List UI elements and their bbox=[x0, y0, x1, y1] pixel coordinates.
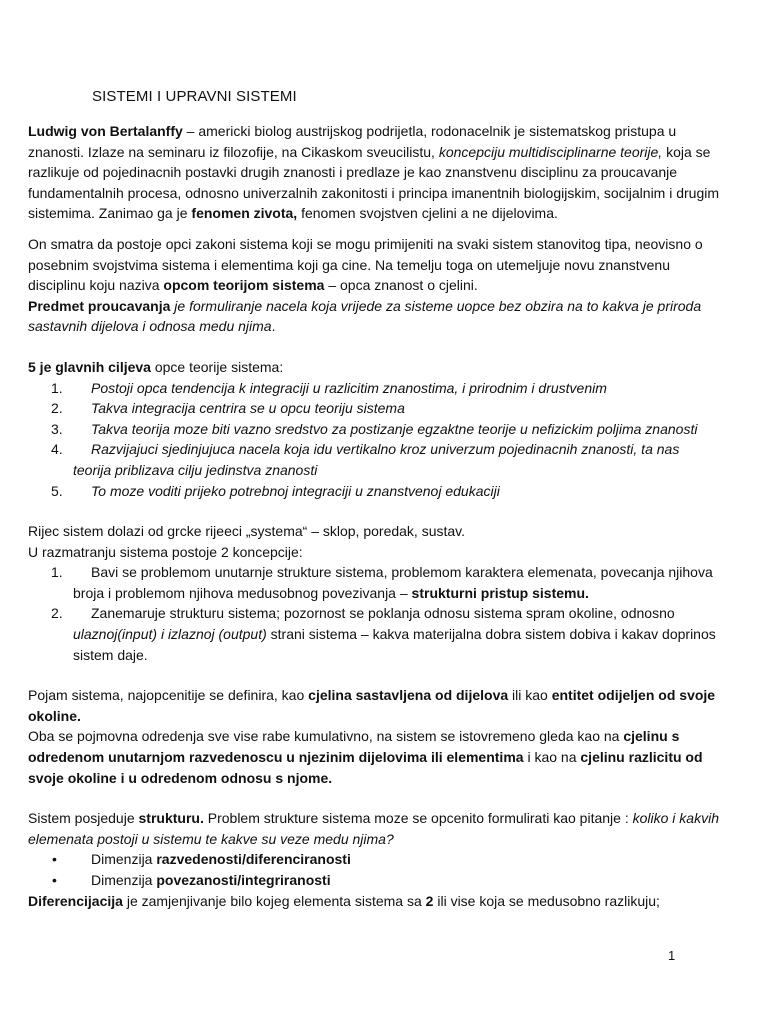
bold-text: cjelinu s odredenom unutarnjom razvedenoscu u njezinim dijelovima ili elementima bbox=[28, 728, 680, 766]
paragraph-concepts-intro: U razmatranju sistema postoje 2 koncepcije: bbox=[28, 543, 303, 560]
bullet-icon: • bbox=[52, 851, 57, 868]
concepts-list bbox=[28, 562, 720, 665]
paragraph-differentiation: Diferencijacija je zamjenjivanje bilo kojeg elementa sistema sa 2 ili vise koja se medusobno razlikuju; bbox=[28, 892, 660, 909]
bold-text: Diferencijacija bbox=[28, 892, 123, 909]
list-item: 2. Zanemaruje strukturu sistema; pozornost se poklanja odnosu sistema spram okoline, odnosno ulaznoj(input) i izlaznoj (output) strani sistema – kakva materijalna dobra sistem dobiva i kakav doprinos sistem daje. bbox=[51, 605, 716, 663]
paragraph-bertalanffy: Ludwig von Bertalanffy – americki biolog austrijskog podrijetla, rodonacelnik je sistematskog pristupa u znanosti. Izlaze na seminaru iz filozofije, na Cikaskom sveucilistu, koncepciju multidisciplinarne teorije, koja se razlikuje od pojedinacnih postavki drugih znanosti i predlaze je kao znanstvenu disciplinu za proucavanje fundamentalnih procesa, odnosno univerzalnih zakonitosti i principa imanentnih biologijskim, socijalnim i drugim sistemima. Zanimao ga je fenomen zivota, fenomen svojstven cjelini a ne dijelovima. bbox=[28, 123, 720, 222]
list-item: • Dimenzija povezanosti/integriranosti bbox=[28, 870, 720, 891]
paragraph-etymology: Rijec sistem dolazi od grcke rijeeci „systema“ – sklop, poredak, sustav. bbox=[28, 523, 466, 540]
bold-text: cjelina sastavljena od dijelova bbox=[308, 687, 509, 704]
bold-text: entitet odijeljen od svoje okoline. bbox=[28, 687, 716, 724]
paragraph-general-laws: On smatra da postoje opci zakoni sistema koji se mogu primijeniti na svaki sistem stanovitog tipa, neovisno o posebnim svojstvima sistema i elementima koji ga cine. Na temelju toga on utemeljuje novu znanstvenu disciplinu koju naziva opcom teorijom sistema – opca znanost o cjelini. bbox=[28, 235, 703, 294]
bullet-icon: • bbox=[52, 872, 57, 888]
bold-text: cjelinu razlicitu od svoje okoline i u odredenom odnosu s njome. bbox=[28, 749, 703, 786]
document-body bbox=[28, 121, 720, 911]
bold-text: razvedenosti/diferenciranosti bbox=[156, 851, 351, 868]
italic-text: koliko i kakvih elemenata postoji u sistemu te kakve su veze medu njima? bbox=[28, 810, 719, 847]
dimensions-list bbox=[28, 849, 720, 890]
italic-text: koncepciju multidisciplinarne teorije, bbox=[438, 143, 663, 160]
italic-text: ulaznoj(input) i izlaznoj (output) bbox=[73, 626, 267, 643]
bold-text: Ludwig von Bertalanffy bbox=[28, 123, 183, 139]
bold-text: strukturu. bbox=[138, 810, 204, 827]
list-item: 5. To moze voditi prijeko potrebnoj integraciji u znanstvenoj edukaciji bbox=[51, 482, 500, 499]
list-item: 2. Takva integracija centrira se u opcu teoriju sistema bbox=[51, 400, 405, 417]
document-title: SISTEMI I UPRAVNI SISTEMI bbox=[92, 88, 297, 105]
bold-text: Predmet proucavanja bbox=[28, 297, 171, 314]
list-item: 4. Razvijajuci sjedinjujuca nacela koja idu vertikalno kroz univerzum pojedinacnih znanosti, ta nas teorija priblizava cilju jedinstva znanosti bbox=[51, 441, 680, 478]
list-item: 1. Bavi se problemom unutarnje strukture sistema, problemom karaktera elemenata, povecanja njihova broja i problemom njihova medusobnog povezivanja – strukturni pristup sistemu. bbox=[51, 564, 713, 601]
bold-text: 5 je glavnih ciljeva bbox=[28, 358, 151, 375]
italic-text: je formuliranje nacela koja vrijede za sisteme uopce bez obzira na to kakva je priroda sastavnih dijelova i odnosa medu njima bbox=[28, 297, 702, 335]
goals-heading: 5 je glavnih ciljeva opce teorije sistema: bbox=[28, 358, 284, 375]
bold-text: strukturni pristup sistemu. bbox=[411, 584, 589, 601]
paragraph-system-definition: Pojam sistema, najopcenitije se definira, kao cjelina sastavljena od dijelova ili kao entitet odijeljen od svoje okoline. bbox=[28, 687, 716, 724]
bold-text: opcom teorijom sistema bbox=[163, 277, 325, 294]
bold-text: 2 bbox=[425, 892, 434, 909]
list-item: 3. Takva teorija moze biti vazno sredstvo za postizanje egzaktne teorije u nefizickim poljima znanosti bbox=[51, 420, 698, 437]
list-item: • Dimenzija razvedenosti/diferenciranosti bbox=[28, 849, 720, 870]
list-item: 1. Postoji opca tendencija k integraciji u razlicitim znanostima, i prirodnim i drustvenim bbox=[51, 379, 607, 396]
goals-list bbox=[28, 378, 720, 502]
bold-text: fenomen zivota, bbox=[191, 205, 298, 222]
paragraph-cumulative: Oba se pojmovna odredenja sve vise rabe kumulativno, na sistem se istovremeno gleda kao na cjelinu s odredenom unutarnjom razvedenoscu u njezinim dijelovima ili elementima i kao na cjelinu razlicitu od svoje okoline i u odredenom odnosu s njome. bbox=[28, 728, 703, 786]
paragraph-structure: Sistem posjeduje strukturu. Problem strukture sistema moze se opcenito formulirati kao pitanje : koliko i kakvih elemenata postoji u sistemu te kakve su veze medu njima? bbox=[28, 810, 719, 847]
bold-text: povezanosti/integriranosti bbox=[156, 872, 331, 888]
paragraph-subject: Predmet proucavanja je formuliranje nacela koja vrijede za sisteme uopce bez obzira na to kakva je priroda sastavnih dijelova i odnosa medu njima. bbox=[28, 297, 702, 335]
page-number: 1 bbox=[668, 948, 676, 963]
